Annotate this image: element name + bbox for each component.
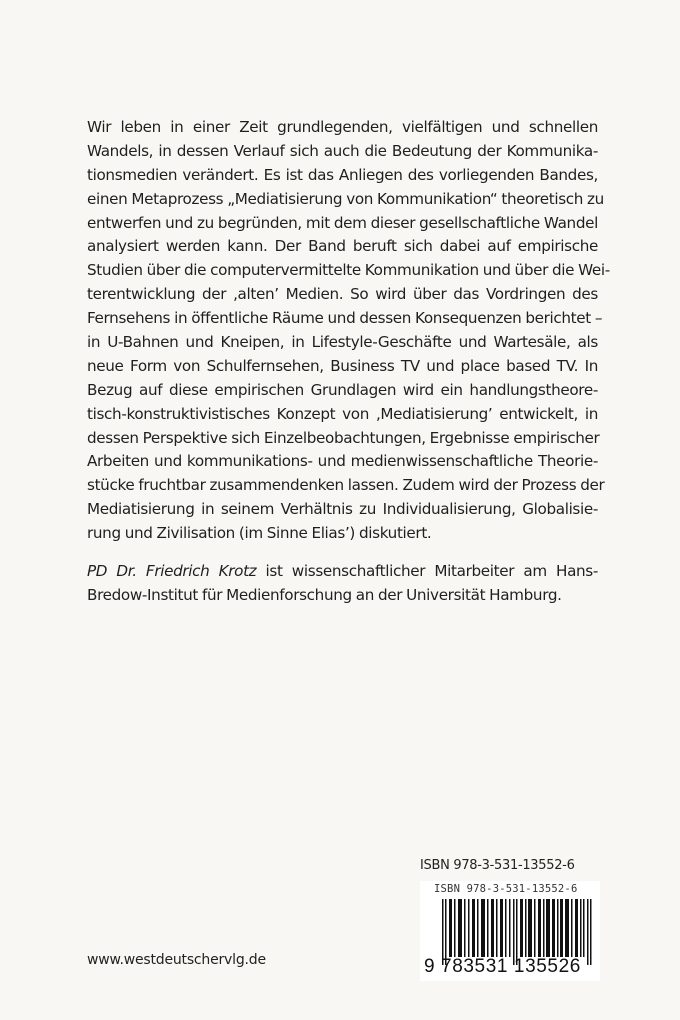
- blurb-line: tisch-konstruktivistisches Konzept von ‚Mediatisierung’ entwickelt, in: [87, 404, 598, 423]
- barcode-digits: 9 783531 135526: [424, 956, 581, 977]
- blurb-line: Wandels, in dessen Verlauf sich auch die Bedeutung der Kommunika-: [87, 141, 598, 160]
- blurb-line: Mediatisierung in seinem Verhältnis zu Individualisierung, Globalisie-: [87, 500, 598, 519]
- blurb-line: Wir leben in einer Zeit grundlegenden, vielfältigen und schnellen: [87, 118, 598, 136]
- publisher-website: www.westdeutschervlg.de: [87, 952, 266, 968]
- blurb-line: analysiert werden kann. Der Band beruft sich dabei auf empirische: [87, 237, 598, 256]
- blurb-line: einen Metaprozess „Mediatisierung von Kommunikation“ theoretisch zu: [87, 189, 604, 208]
- blurb-line: Fernsehens in öffentliche Räume und dessen Konsequenzen berichtet –: [87, 309, 603, 328]
- blurb-line: dessen Perspektive sich Einzelbeobachtungen, Ergebnisse empirischer: [87, 428, 600, 447]
- blurb-line: Bezug auf diese empirischen Grundlagen wird ein handlungstheore-: [87, 380, 598, 399]
- barcode-isbn-text: ISBN 978-3-531-13552-6: [434, 883, 578, 895]
- blurb-line: tionsmedien verändert. Es ist das Anliegen des vorliegenden Bandes,: [87, 165, 598, 184]
- isbn-barcode: [420, 881, 600, 981]
- blurb-line: entwerfen und zu begründen, mit dem dieser gesellschaftliche Wandel: [87, 213, 598, 232]
- blurb-line: stücke fruchtbar zusammendenken lassen. Zudem wird der Prozess der: [87, 476, 605, 495]
- author-bio-text: ist wissenschaftlicher Mitarbeiter am Hans-: [256, 562, 598, 580]
- blurb-line: neue Form von Schulfernsehen, Business TV und place based TV. In: [87, 356, 598, 375]
- blurb-line: in U-Bahnen und Kneipen, in Lifestyle-Geschäfte und Wartesäle, als: [87, 333, 598, 352]
- author-bio-line-2: Bredow-Institut für Medienforschung an der Universität Hamburg.: [87, 585, 562, 604]
- author-name: PD Dr. Friedrich Krotz: [87, 562, 257, 580]
- author-bio: [87, 560, 598, 608]
- blurb-line: terentwicklung der ‚alten’ Medien. So wird über das Vordringen des: [87, 285, 598, 304]
- blurb-line: Arbeiten und kommunikations- und medienwissenschaftliche Theorie-: [87, 452, 598, 471]
- blurb-line: Studien über die computervermittelte Kommunikation und über die Wei-: [87, 261, 610, 280]
- author-bio-line-1: [87, 560, 598, 584]
- isbn-label: ISBN 978-3-531-13552-6: [420, 858, 575, 873]
- blurb-paragraph: [87, 116, 610, 546]
- blurb-line: rung und Zivilisation (im Sinne Elias’) diskutiert.: [87, 524, 432, 543]
